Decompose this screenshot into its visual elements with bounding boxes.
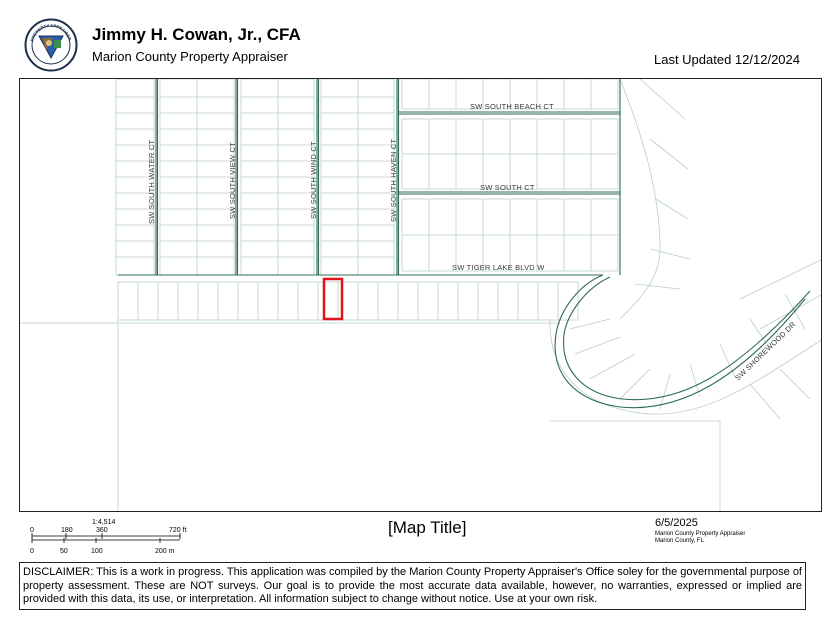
map-credit bbox=[655, 531, 745, 545]
street-label-sw-south-view-ct: SW SOUTH VIEW CT bbox=[228, 142, 237, 219]
parcel-map[interactable] bbox=[19, 78, 822, 512]
scale-tick-m-0: 0 bbox=[30, 548, 34, 555]
scale-tick-ft-720: 720 ft bbox=[169, 527, 187, 534]
street-label-sw-south-ct: SW SOUTH CT bbox=[480, 183, 535, 192]
street-label-sw-south-wind-ct: SW SOUTH WIND CT bbox=[309, 141, 318, 219]
scale-tick-ft-180: 180 bbox=[61, 527, 73, 534]
scale-tick-ft-360: 360 bbox=[96, 527, 108, 534]
svg-text:PROPERTY APPRAISER: PROPERTY APPRAISER bbox=[29, 22, 73, 42]
scale-tick-m-50: 50 bbox=[60, 548, 68, 555]
street-label-sw-tiger-lake-blvd-w: SW TIGER LAKE BLVD W bbox=[452, 263, 545, 272]
print-date: 6/5/2025 bbox=[655, 517, 698, 529]
scale-ratio: 1:4,514 bbox=[92, 519, 116, 526]
scale-tick-ft-0: 0 bbox=[30, 527, 34, 534]
road-network bbox=[118, 79, 810, 408]
scale-tick-m-200: 200 m bbox=[155, 548, 175, 555]
credit-line-2: Marion County, FL bbox=[655, 538, 704, 544]
street-label-sw-south-beach-ct: SW SOUTH BEACH CT bbox=[470, 102, 554, 111]
disclaimer-box: DISCLAIMER: This is a work in progress. This application was compiled by the Marion County Property Appraiser's Office soley for the governmental purpose of property assessment. These are NOT surveys. Our goal is to provide the most accurate data available, however, no warranties, expressed or implied are provided with this data, its use, or interpretation. All information subject to change without notice. Use at your own risk. bbox=[19, 562, 806, 610]
parcel-map-canvas[interactable] bbox=[20, 79, 822, 512]
page-title: Jimmy H. Cowan, Jr., CFA bbox=[92, 25, 301, 44]
map-scale-bar bbox=[22, 516, 202, 558]
street-label-sw-south-haven-ct: SW SOUTH HAVEN CT bbox=[389, 138, 398, 222]
street-label-sw-south-water-ct: SW SOUTH WATER CT bbox=[147, 139, 156, 224]
property-appraiser-seal-icon bbox=[24, 18, 78, 72]
map-title: [Map Title] bbox=[388, 518, 467, 537]
parcel-grid bbox=[20, 79, 822, 512]
page-subtitle: Marion County Property Appraiser bbox=[92, 49, 288, 64]
selected-parcel-highlight[interactable] bbox=[324, 279, 342, 319]
street-label-sw-shorewood-dr: SW SHOREWOOD DR bbox=[733, 319, 798, 383]
last-updated-date: Last Updated 12/12/2024 bbox=[653, 52, 800, 67]
page-header bbox=[0, 0, 825, 78]
credit-line-1: Marion County Property Appraiser bbox=[655, 531, 746, 537]
scale-tick-m-100: 100 bbox=[91, 548, 103, 555]
